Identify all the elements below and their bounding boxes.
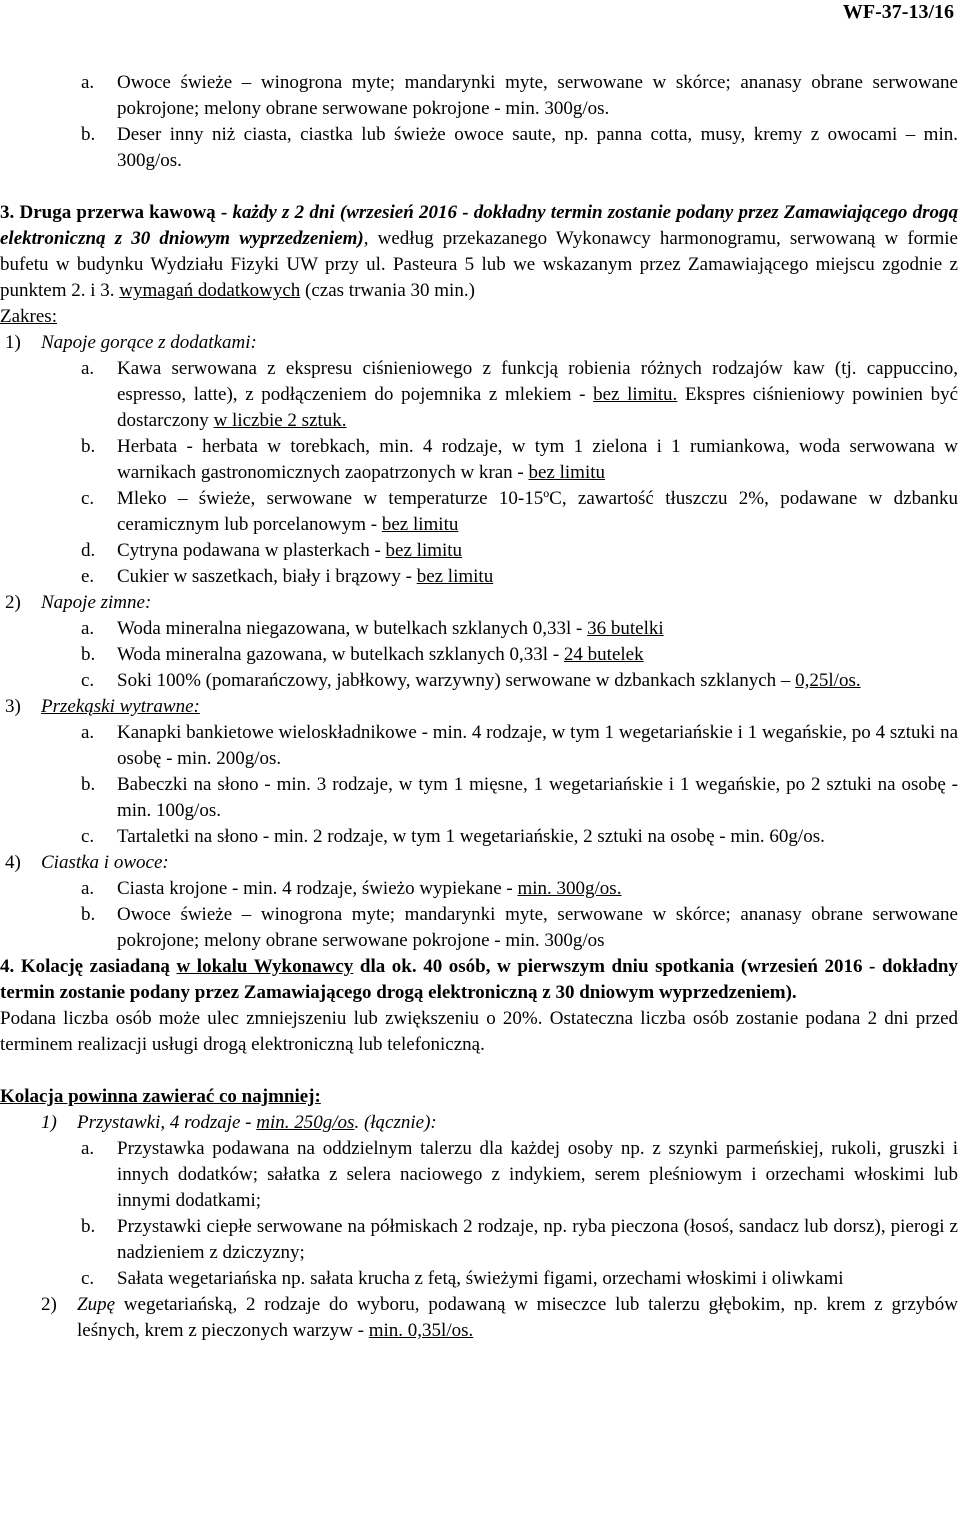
list-item: c. Soki 100% (pomarańczowy, jabłkowy, warzywny) serwowane w dzbankach szklanych – 0,25l/os. xyxy=(81,670,861,691)
paragraph: Podana liczba osób może ulec zmniejszeniu lub zwiększeniu o 20%. Ostateczna liczba osób zostanie podana 2 dni przed terminem realizacji usługi drogą elektroniczną lub telefoniczną. xyxy=(0,1008,958,1055)
document-content xyxy=(0,70,958,1344)
group-heading: 1) Napoje gorące z dodatkami: xyxy=(5,332,257,353)
scope-heading: Zakres: xyxy=(0,306,57,327)
list-item: b. Woda mineralna gazowana, w butelkach szklanych 0,33l - 24 butelek xyxy=(81,644,644,665)
list-item: a. Woda mineralna niegazowana, w butelkach szklanych 0,33l - 36 butelki xyxy=(81,618,664,639)
list-item: b. Babeczki na słono - min. 3 rodzaje, w tym 1 mięsne, 1 wegetariańskie i 1 wegańskie, po 2 sztuki na osobę - min. 100g/os. xyxy=(81,774,958,821)
list-item: b. Owoce świeże – winogrona myte; mandarynki myte, serwowane w skórce; ananasy obrane serwowane pokrojone; melony obrane serwowane pokrojone - min. 300g/os xyxy=(81,904,958,951)
group-heading: 4) Ciastka i owoce: xyxy=(5,852,169,873)
document-reference: WF-37-13/16 xyxy=(842,1,954,23)
list-item: a. Ciasta krojone - min. 4 rodzaje, świeżo wypiekane - min. 300g/os. xyxy=(81,878,622,899)
group-heading: 3) Przekąski wytrawne: xyxy=(5,696,200,717)
list-item: c. Tartaletki na słono - min. 2 rodzaje, w tym 1 wegetariańskie, 2 sztuki na osobę - min. 60g/os. xyxy=(81,826,825,847)
list-item: b. Herbata - herbata w torebkach, min. 4 rodzaje, w tym 1 zielona i 1 rumiankowa, woda serwowana w warnikach gastronomicznych zaopatrzonych w kran - bez limitu xyxy=(81,436,958,483)
section-3-paragraph: 3. Druga przerwa kawową - każdy z 2 dni (wrzesień 2016 - dokładny termin zostanie podany przez Zamawiającego drogą elektroniczną z 30 dniowym wyprzedzeniem), według przekazanego Wykonawcy harmonogramu, serwowaną w formie bufetu w budynku Wydziału Fizyki UW przy ul. Pasteura 5 lub we wskazanym przez Zamawiającego miejscu zgodnie z punktem 2. i 3. wymagań dodatkowych (czas trwania 30 min.) xyxy=(0,202,958,301)
list-item: d. Cytryna podawana w plasterkach - bez limitu xyxy=(81,540,463,561)
list-item: 2) Zupę wegetariańską, 2 rodzaje do wyboru, podawaną w miseczce lub talerzu głębokim, np. krem z grzybów leśnych, krem z pieczonych warzyw - min. 0,35l/os. xyxy=(41,1294,958,1341)
list-item: b. Przystawki ciepłe serwowane na półmiskach 2 rodzaje, np. ryba pieczona (łosoś, sandacz lub dorsz), pierogi z nadzieniem z dziczyzny; xyxy=(81,1216,958,1263)
dinner-heading: Kolacja powinna zawierać co najmniej: xyxy=(0,1086,321,1107)
group-heading: 2) Napoje zimne: xyxy=(5,592,152,613)
list-item: a. Kawa serwowana z ekspresu ciśnieniowego z funkcją robienia różnych rodzajów kaw (tj. cappuccino, espresso, latte), z podłączeniem do pojemnika z mlekiem - bez limitu. Ekspres ciśnieniowy powinien być dostarczony w liczbie 2 sztuk. xyxy=(81,358,959,431)
list-item: e. Cukier w saszetkach, biały i brązowy - bez limitu xyxy=(81,566,494,587)
section-4-paragraph: 4. Kolację zasiadaną w lokalu Wykonawcy dla ok. 40 osób, w pierwszym dniu spotkania (wrzesień 2016 - dokładny termin zostanie podany przez Zamawiającego drogą elektroniczną z 30 dniowym wyprzedzeniem). xyxy=(0,956,958,1003)
group-heading: 1) Przystawki, 4 rodzaje - min. 250g/os. (łącznie): xyxy=(41,1112,437,1133)
list-item: a. Owoce świeże – winogrona myte; mandarynki myte, serwowane w skórce; ananasy obrane serwowane pokrojone; melony obrane serwowane pokrojone - min. 300g/os. xyxy=(81,72,958,119)
list-item: a. Przystawka podawana na oddzielnym talerzu dla każdej osoby np. z szynki parmeńskiej, rukoli, gruszki i innych dodatków; sałatka z selera naciowego z indykiem, serem pleśniowym i orzechami włoskimi lub innymi dodatkami; xyxy=(81,1138,958,1211)
list-item: c. Sałata wegetariańska np. sałata krucha z fetą, świeżymi figami, orzechami włoskimi i oliwkami xyxy=(81,1268,844,1289)
list-item: b. Deser inny niż ciasta, ciastka lub świeże owoce saute, np. panna cotta, musy, kremy z owocami – min. 300g/os. xyxy=(81,124,958,171)
list-item: c. Mleko – świeże, serwowane w temperaturze 10-15ºC, zawartość tłuszczu 2%, podawane w dzbanku ceramicznym lub porcelanowym - bez limitu xyxy=(81,488,958,535)
list-item: a. Kanapki bankietowe wieloskładnikowe - min. 4 rodzaje, w tym 1 wegetariańskie i 1 wegańskie, po 4 sztuki na osobę - min. 200g/os. xyxy=(81,722,958,769)
